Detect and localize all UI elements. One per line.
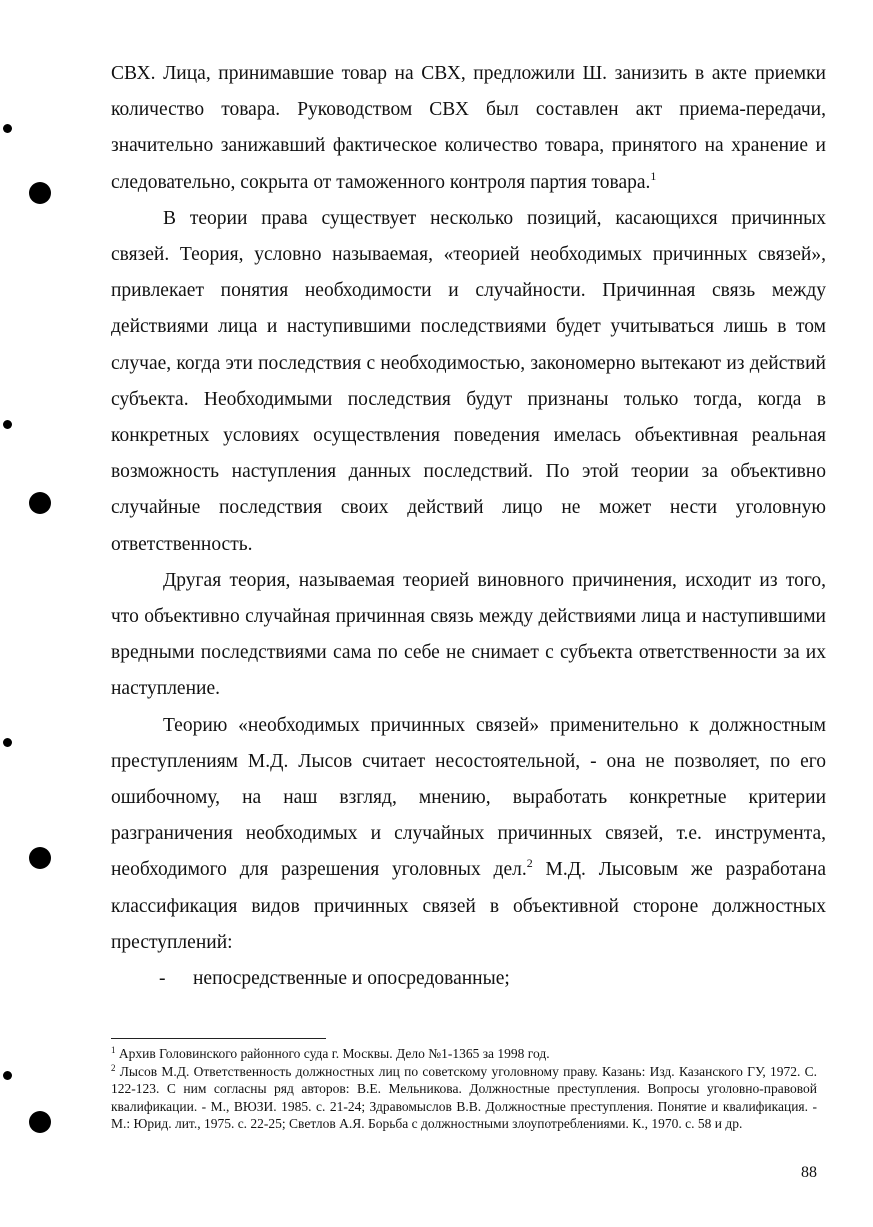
punch-hole — [29, 1111, 51, 1133]
punch-hole — [3, 738, 12, 747]
paragraph: Другая теория, называемая теорией виновного причинения, исходит из того, что объективно случайная причинная связь между действиями лица и наступившими вредными последствиями сама по себе не снимает с субъекта ответственности за их наступление. — [111, 569, 826, 700]
punch-hole — [3, 420, 12, 429]
punch-hole — [3, 1071, 12, 1080]
paragraph: Теорию «необходимых причинных связей» применительно к должностным преступлениям М.Д. Лысов считает несостоятельной, - она не позволяет, по его ошибочному, на наш взгляд, мнению, выработать конкретные критерии разграничения необходимых и случайных причинных связей, т.е. инструмента, необходимого для разрешения уголовных дел.$^2$ М.Д. Лысовым же разработана классификация видов причинных связей в объективной стороне должностных преступлений: — [111, 714, 826, 953]
footnote-ref[interactable]: 2 — [526, 856, 533, 871]
footnotes — [111, 1045, 817, 1133]
paragraph: В теории права существует несколько позиций, касающихся причинных связей. Теория, условно называемая, «теорией необходимых причинных связей», привлекает понятия необходимости и случайности. Причинная связь между действиями лица и наступившими последствиями будет учитываться лишь в том случае, когда эти последствия с необходимостью, закономерно вытекают из действий субъекта. Необходимыми последствия будут признаны только тогда, когда в конкретных условиях осуществления поведения имелась объективная реальная возможность наступления данных последствий. По этой теории за объективно случайные последствия своих действий лицо не может нести уголовную ответственность. — [111, 207, 826, 555]
footnote-number: 1 — [111, 1045, 116, 1055]
punch-hole — [29, 847, 51, 869]
body-text — [111, 56, 826, 997]
footnote-ref[interactable]: 1 — [650, 168, 657, 183]
footnote-separator — [111, 1038, 326, 1039]
punch-hole — [3, 124, 12, 133]
footnote-number: 2 — [111, 1062, 116, 1073]
footnote: $^1$ Архив Головинского районного суда г. Москвы. Дело №1-1365 за 1998 год. — [111, 1045, 550, 1061]
punch-hole — [29, 492, 51, 514]
page-number: 88 — [801, 1164, 817, 1181]
paragraph: СВХ. Лица, принимавшие товар на СВХ, предложили Ш. занизить в акте приемки количество товара. Руководством СВХ был составлен акт приема-передачи, значительно занижавший фактическое количество товара, принятого на хранение и следовательно, сокрыта от таможенного контроля партия товара.$^1$ — [111, 63, 826, 193]
list-item: - непосредственные и опосредованные; — [111, 961, 826, 997]
list-dash: - — [159, 968, 166, 990]
footnote: $^2$ Лысов М.Д. Ответственность должностных лиц по советскому уголовному праву. Казань: Изд. Казанского ГУ, 1972. С. 122-123. С ним согласны ряд авторов: В.Е. Мельникова. Должностные преступления. Вопросы уголовно-правовой квалификации. - М., ВЮЗИ. 1985. с. 21-24; Здравомыслов В.В. Должностные преступления. Понятие и квалификация. - М.: Юрид. лит., 1975. с. 22-25; Светлов А.Я. Борьба с должностными злоупотреблениями. К., 1970. с. 58 и др. — [111, 1062, 818, 1132]
punch-hole — [29, 182, 51, 204]
